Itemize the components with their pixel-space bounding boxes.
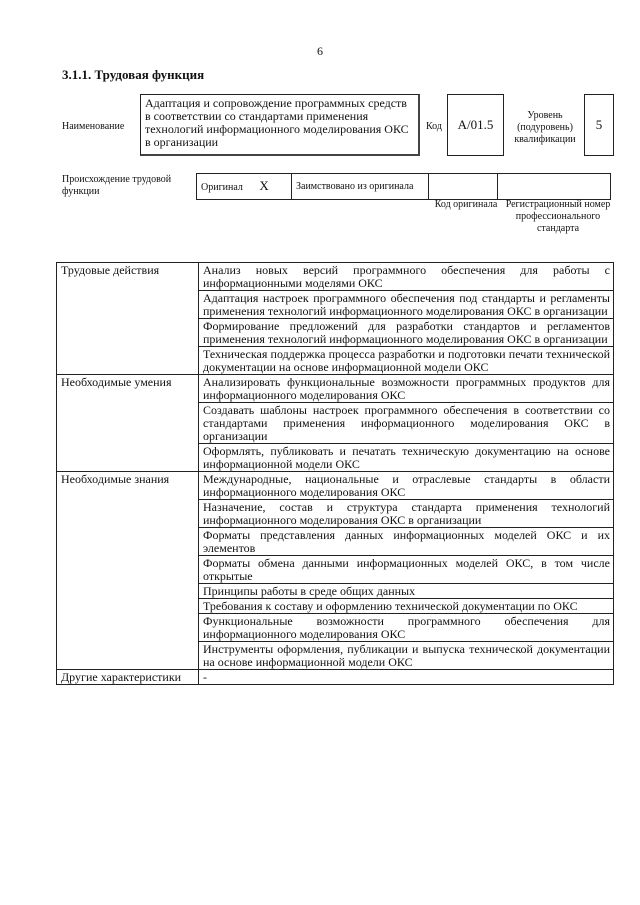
category-skills: Необходимые умения bbox=[57, 375, 199, 472]
list-item: - bbox=[199, 670, 614, 685]
list-item: Принципы работы в среде общих данных bbox=[199, 584, 614, 599]
category-labor-actions: Трудовые действия bbox=[57, 263, 199, 375]
borrowed-label: Заимствовано из оригинала bbox=[292, 174, 429, 200]
original-mark: X bbox=[259, 178, 269, 193]
reg-number-caption: Регистрационный номер профессионального стандарта bbox=[505, 199, 611, 234]
origin-label: Происхождение трудовой функции bbox=[62, 174, 172, 197]
level-value: 5 bbox=[584, 94, 614, 156]
table-row bbox=[57, 263, 614, 291]
name-label: Наименование bbox=[62, 121, 125, 132]
code-value: A/01.5 bbox=[447, 94, 504, 156]
level-label: Уровень (подуровень) квалификации bbox=[514, 110, 576, 145]
code-original-cell bbox=[429, 174, 498, 200]
list-item: Назначение, состав и структура стандарта применения технологий информационного моделирования ОКС в организации bbox=[199, 500, 614, 528]
original-cell bbox=[197, 174, 292, 200]
list-item: Форматы обмена данными информационных моделей ОКС, в том числе открытые bbox=[199, 556, 614, 584]
list-item: Инструменты оформления, публикации и выпуска технической документации на основе информационной модели ОКС bbox=[199, 642, 614, 670]
list-item: Формирование предложений для разработки стандартов и регламентов применения технологий информационного моделирования ОКС в организации bbox=[199, 319, 614, 347]
reg-number-cell bbox=[498, 174, 611, 200]
list-item: Техническая поддержка процесса разработки и подготовки печати технической документации на основе информационной модели ОКС bbox=[199, 347, 614, 375]
section-title: 3.1.1. Трудовая функция bbox=[62, 67, 205, 82]
code-label: Код bbox=[426, 121, 442, 132]
page-number: 6 bbox=[317, 44, 323, 58]
table-row bbox=[57, 375, 614, 403]
list-item: Адаптация настроек программного обеспечения под стандарты и регламенты применения технологий информационного моделирования ОКС в организации bbox=[199, 291, 614, 319]
main-table bbox=[56, 262, 614, 685]
table-row bbox=[57, 670, 614, 685]
category-other: Другие характеристики bbox=[57, 670, 199, 685]
category-knowledge: Необходимые знания bbox=[57, 472, 199, 670]
list-item: Оформлять, публиковать и печатать техническую документацию на основе информационной модели ОКС bbox=[199, 444, 614, 472]
function-name-box: Адаптация и сопровождение программных средств в соответствии со стандартами применения технологий информационного моделирования ОКС в организации bbox=[140, 94, 420, 156]
list-item: Международные, национальные и отраслевые стандарты в области информационного моделирования ОКС bbox=[199, 472, 614, 500]
code-original-caption: Код оригинала bbox=[434, 199, 498, 210]
original-label: Оригинал bbox=[201, 182, 243, 193]
list-item: Требования к составу и оформлению технической документации по ОКС bbox=[199, 599, 614, 614]
list-item: Форматы представления данных информационных моделей ОКС и их элементов bbox=[199, 528, 614, 556]
table-row bbox=[57, 472, 614, 500]
origin-table bbox=[196, 173, 611, 200]
list-item: Функциональные возможности программного обеспечения для информационного моделирования ОКС bbox=[199, 614, 614, 642]
list-item: Создавать шаблоны настроек программного обеспечения в соответствии со стандартами применения информационного моделирования ОКС в организации bbox=[199, 403, 614, 444]
list-item: Анализировать функциональные возможности программных продуктов для информационного моделирования ОКС bbox=[199, 375, 614, 403]
list-item: Анализ новых версий программного обеспечения для работы с информационными моделями ОКС bbox=[199, 263, 614, 291]
